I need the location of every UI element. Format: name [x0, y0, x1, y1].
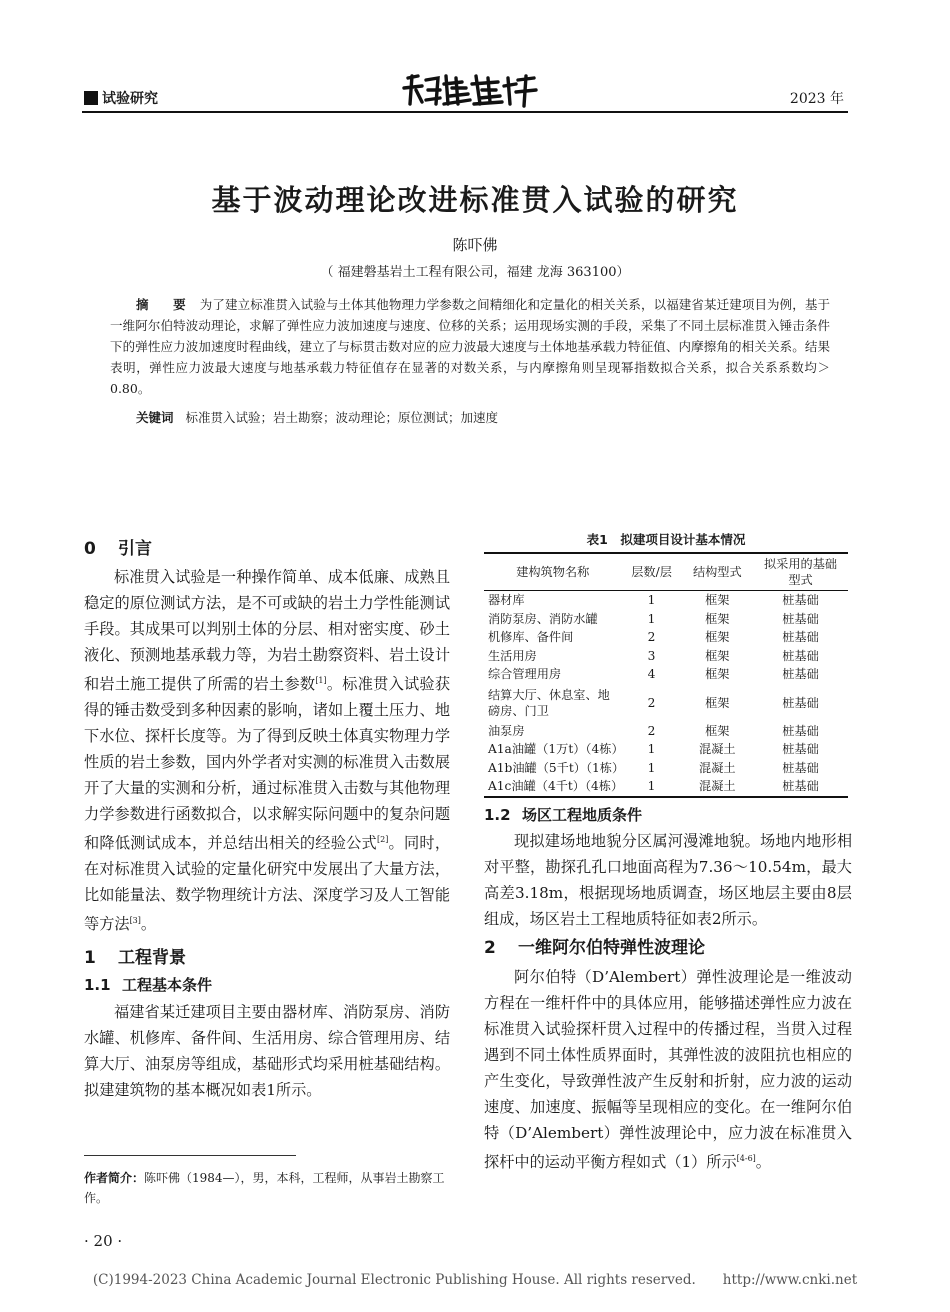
section-1-1-paragraph: 福建省某迁建项目主要由器材库、消防泵房、消防水罐、机修库、备件间、生活用房、综合管理用房、结算大厅、油泵房等组成，基础形式均采用桩基础结构。拟建建筑物的基本概况如表1所示。 [84, 1003, 450, 1100]
section-1-heading: 1 工程背景 [84, 948, 186, 969]
page-number: · 20 · [84, 1232, 123, 1250]
table-row: 消防泵房、消防水罐 1 框架 桩基础 [488, 611, 819, 626]
intro-paragraph: 标准贯入试验是一种操作简单、成本低廉、成熟且稳定的原位测试方法，是不可或缺的岩土力学性能测试手段。其成果可以判别土体的分层、相对密实度、砂土液化、预测地基承载力等，为岩土勘察资料、岩土设计和岩土施工提供了所需的岩土参数[1]。标准贯入试验获得的锤击数受到多种因素的影响，诸如上覆土压力、地下水位、探杆长度等。为了得到反映土体真实物理力学性质的岩土参数，国内外学者对实测的标准贯入击数展开了大量的实测和分析，通过标准贯入击数与其他物理力学参数进行函数拟合，以求解实际问题中的复杂问题和降低测试成本，并总结出相关的经验公式[2]。同时，在对标准贯入试验的定量化研究中发展出了大量方法，比如能量法、数学物理统计方法、深度学习及人工智能等方法[3]。 [84, 568, 451, 934]
table-1 [484, 552, 848, 798]
citation-ref-4-6: [4-6] [736, 1154, 756, 1163]
citation-ref-3: [3] [129, 916, 141, 926]
table-header-cell: 拟采用的基础型式 [753, 553, 848, 591]
section-2-heading: 2 一维阿尔伯特弹性波理论 [484, 938, 705, 958]
citation-ref-1: [1] [315, 676, 327, 685]
abstract-label: 摘 要 [136, 297, 196, 312]
keywords-text: 标准贯入试验；岩土勘察；波动理论；原位测试；加速度 [185, 410, 499, 425]
table-row: A1a油罐（1万t）（4栋） 1 混凝土 桩基础 [488, 742, 819, 757]
abstract [110, 294, 830, 399]
section-label: 试验研究 [102, 91, 158, 107]
author-affiliation: （ 福建磐基岩土工程有限公司，福建 龙海 363100） [320, 265, 630, 280]
table-header-row [484, 553, 848, 591]
table-row: 结算大厅、休息室、地磅房、门卫 2 框架 桩基础 [488, 687, 819, 718]
header-year: 2023 年 [789, 91, 844, 107]
table-row: A1b油罐（5千t）（1栋） 1 混凝土 桩基础 [488, 760, 819, 775]
paper-title: 基于波动理论改进标准贯入试验的研究 [211, 183, 739, 217]
copyright-notice: (C)1994-2023 China Academic Journal Electronic Publishing House. All rights reserved. http://www.cnki.net [92, 1272, 858, 1288]
section-1-2-paragraph: 现拟建场地地貌分区属河漫滩地貌。场地内地形相对平整，勘探孔孔口地面高程为7.36～10.54m，最大高差3.18m，根据现场地质调查，场区地层主要由8层组成，场区岩土工程地质特征如表2所示。 [484, 832, 852, 928]
section-0-heading: 0 引言 [84, 539, 152, 559]
table-1-caption: 表1 拟建项目设计基本情况 [586, 532, 746, 547]
journal-logo-calligraphy [400, 70, 540, 110]
keywords [136, 408, 836, 426]
table-header-cell: 层数/层 [622, 553, 682, 591]
author-name: 陈吓佛 [452, 236, 498, 254]
header-rule [82, 111, 848, 113]
running-header-section [84, 88, 158, 108]
section-marker-square [84, 91, 98, 105]
table-header-cell: 结构型式 [682, 553, 753, 591]
table-row: 油泵房 2 框架 桩基础 [488, 723, 819, 738]
citation-ref-2: [2] [376, 835, 389, 845]
left-column [84, 539, 451, 1103]
table-row: 生活用房 3 框架 桩基础 [488, 648, 819, 663]
subsection-1-1-heading: 1.1 工程基本条件 [84, 976, 213, 995]
section-2-paragraph: 阿尔伯特（D’Alembert）弹性波理论是一维波动方程在一维杆件中的具体应用，能够描述弹性应力波在标准贯入试验探杆贯入过程中的传播过程，当贯入过程遇到不同土体性质界面时，其弹性波的波阻抗也相应的产生变化，导致弹性波产生反射和折射，应力波的运动速度、加速度、振幅等呈现相应的变化。在一维阿尔伯特（D’Alembert）弹性波理论中，应力波在标准贯入探杆中的运动平衡方程如式（1）所示[4-6]。 [484, 968, 852, 1172]
table-row: A1c油罐（4千t）（4栋） 1 混凝土 桩基础 [484, 777, 848, 797]
author-footnote [84, 1168, 450, 1208]
table-row: 器材库 1 框架 桩基础 [488, 593, 819, 608]
subsection-1-2-heading: 1.2 场区工程地质条件 [484, 806, 643, 824]
journal-logo [400, 70, 540, 110]
keywords-label: 关键词 [136, 410, 174, 425]
right-column [484, 804, 852, 1175]
table-row: 综合管理用房 4 框架 桩基础 [488, 667, 819, 682]
table-row: 机修库、备件间 2 框架 桩基础 [488, 630, 819, 645]
footnote-label: 作者简介： [84, 1171, 145, 1185]
abstract-text: 为了建立标准贯入试验与土体其他物理力学参数之间精细化和定量化的相关关系，以福建省某迁建项目为例，基于一维阿尔伯特波动理论，求解了弹性应力波加速度与速度、位移的关系；运用现场实测的手段，采集了不同土层标准贯入锤击条件下的弹性应力波加速度时程曲线，建立了与标贯击数对应的应力波最大速度与土体地基承载力特征值、内摩擦角的相关关系。结果表明，弹性应力波最大速度与地基承载力特征值存在显著的对数关系，与内摩擦角则呈现幂指数拟合关系，拟合关系系数均＞0.80。 [110, 297, 830, 396]
footnote-rule [84, 1155, 296, 1156]
table-header-cell: 建构筑物名称 [484, 553, 622, 591]
footnote-text: 陈吓佛（1984—），男，本科，工程师，从事岩土勘察工作。 [84, 1171, 445, 1205]
